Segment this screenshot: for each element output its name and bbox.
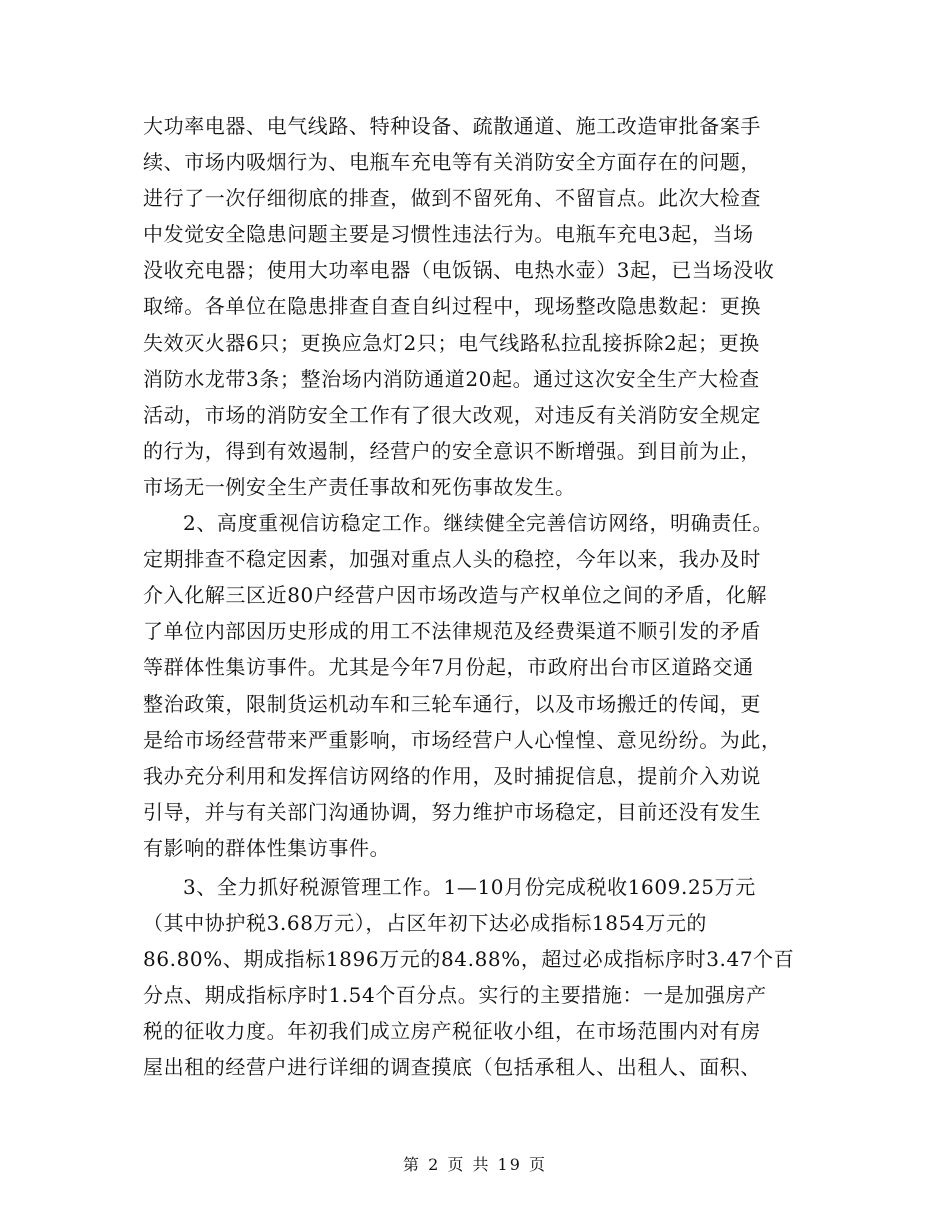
text-line: 屋出租的经营户进行详细的调查摸底（包括承租人、出租人、面积、 [143, 1055, 761, 1080]
text-line: 税的征收力度。年初我们成立房产税征收小组，在市场范围内对有房 [143, 1019, 761, 1044]
text-line: 等群体性集访事件。尤其是今年7月份起，市政府出台市区道路交通 [143, 655, 754, 680]
paragraph-first-line: 2、高度重视信访稳定工作。继续健全完善信访网络，明确责任。 [183, 511, 774, 536]
text-line: 消防水龙带3条；整治场内消防通道20起。通过这次安全生产大检查 [143, 366, 760, 391]
text-line: 没收充电器；使用大功率电器（电饭锅、电热水壶）3起，已当场没收 [143, 258, 775, 283]
text-line: 了单位内部因历史形成的用工不法律规范及经费渠道不顺引发的矛盾 [143, 619, 761, 644]
paragraph-tax-management [143, 869, 811, 1086]
text-line: 市场无一例安全生产责任事故和死伤事故发生。 [143, 474, 576, 499]
text-line: 有影响的群体性集访事件。 [143, 835, 391, 860]
text-line: 活动，市场的消防安全工作有了很大改观，对违反有关消防安全规定 [143, 402, 761, 427]
document-page [143, 108, 811, 1086]
text-line: 介入化解三区近80户经营户因市场改造与产权单位之间的矛盾，化解 [143, 583, 768, 608]
paragraph-petition-stability [143, 505, 811, 866]
paragraph-first-line: 3、全力抓好税源管理工作。1—10月份完成税收1609.25万元 [183, 874, 756, 899]
text-line: 大功率电器、电气线路、特种设备、疏散通道、施工改造审批备案手 [143, 114, 761, 138]
paragraph-fire-safety [143, 108, 811, 505]
text-line: 分点、期成指标序时1.54个百分点。实行的主要措施：一是加强房产 [143, 983, 767, 1008]
text-line: （其中协护税3.68万元），占区年初下达必成指标1854万元的 [143, 911, 708, 936]
text-line: 定期排查不稳定因素，加强对重点人头的稳控，今年以来，我办及时 [143, 547, 761, 572]
text-line: 是给市场经营带来严重影响，市场经营户人心惶惶、意见纷纷。为此， [143, 727, 782, 752]
text-line: 引导，并与有关部门沟通协调，努力维护市场稳定，目前还没有发生 [143, 799, 761, 824]
text-line: 我办充分利用和发挥信访网络的作用，及时捕捉信息，提前介入劝说 [143, 763, 761, 788]
text-line: 86.80%、期成指标1896万元的84.88%，超过必成指标序时3.47个百 [143, 947, 795, 972]
text-line: 取缔。各单位在隐患排查自查自纠过程中，现场整改隐患数起：更换 [143, 294, 761, 319]
page-footer: 第 2 页 共 19 页 [403, 1155, 547, 1174]
text-line: 整治政策，限制货运机动车和三轮车通行，以及市场搬迁的传闻，更 [143, 691, 761, 716]
text-line: 中发觉安全隐患问题主要是习惯性违法行为。电瓶车充电3起，当场 [143, 222, 754, 247]
text-line: 进行了一次仔细彻底的排查，做到不留死角、不留盲点。此次大检查 [143, 186, 761, 211]
text-line: 失效灭火器6只；更换应急灯2只；电气线路私拉乱接拆除2起；更换 [143, 330, 760, 355]
text-line: 的行为，得到有效遏制，经营户的安全意识不断增强。到目前为止， [143, 438, 761, 463]
text-line: 续、市场内吸烟行为、电瓶车充电等有关消防安全方面存在的问题， [143, 150, 761, 175]
